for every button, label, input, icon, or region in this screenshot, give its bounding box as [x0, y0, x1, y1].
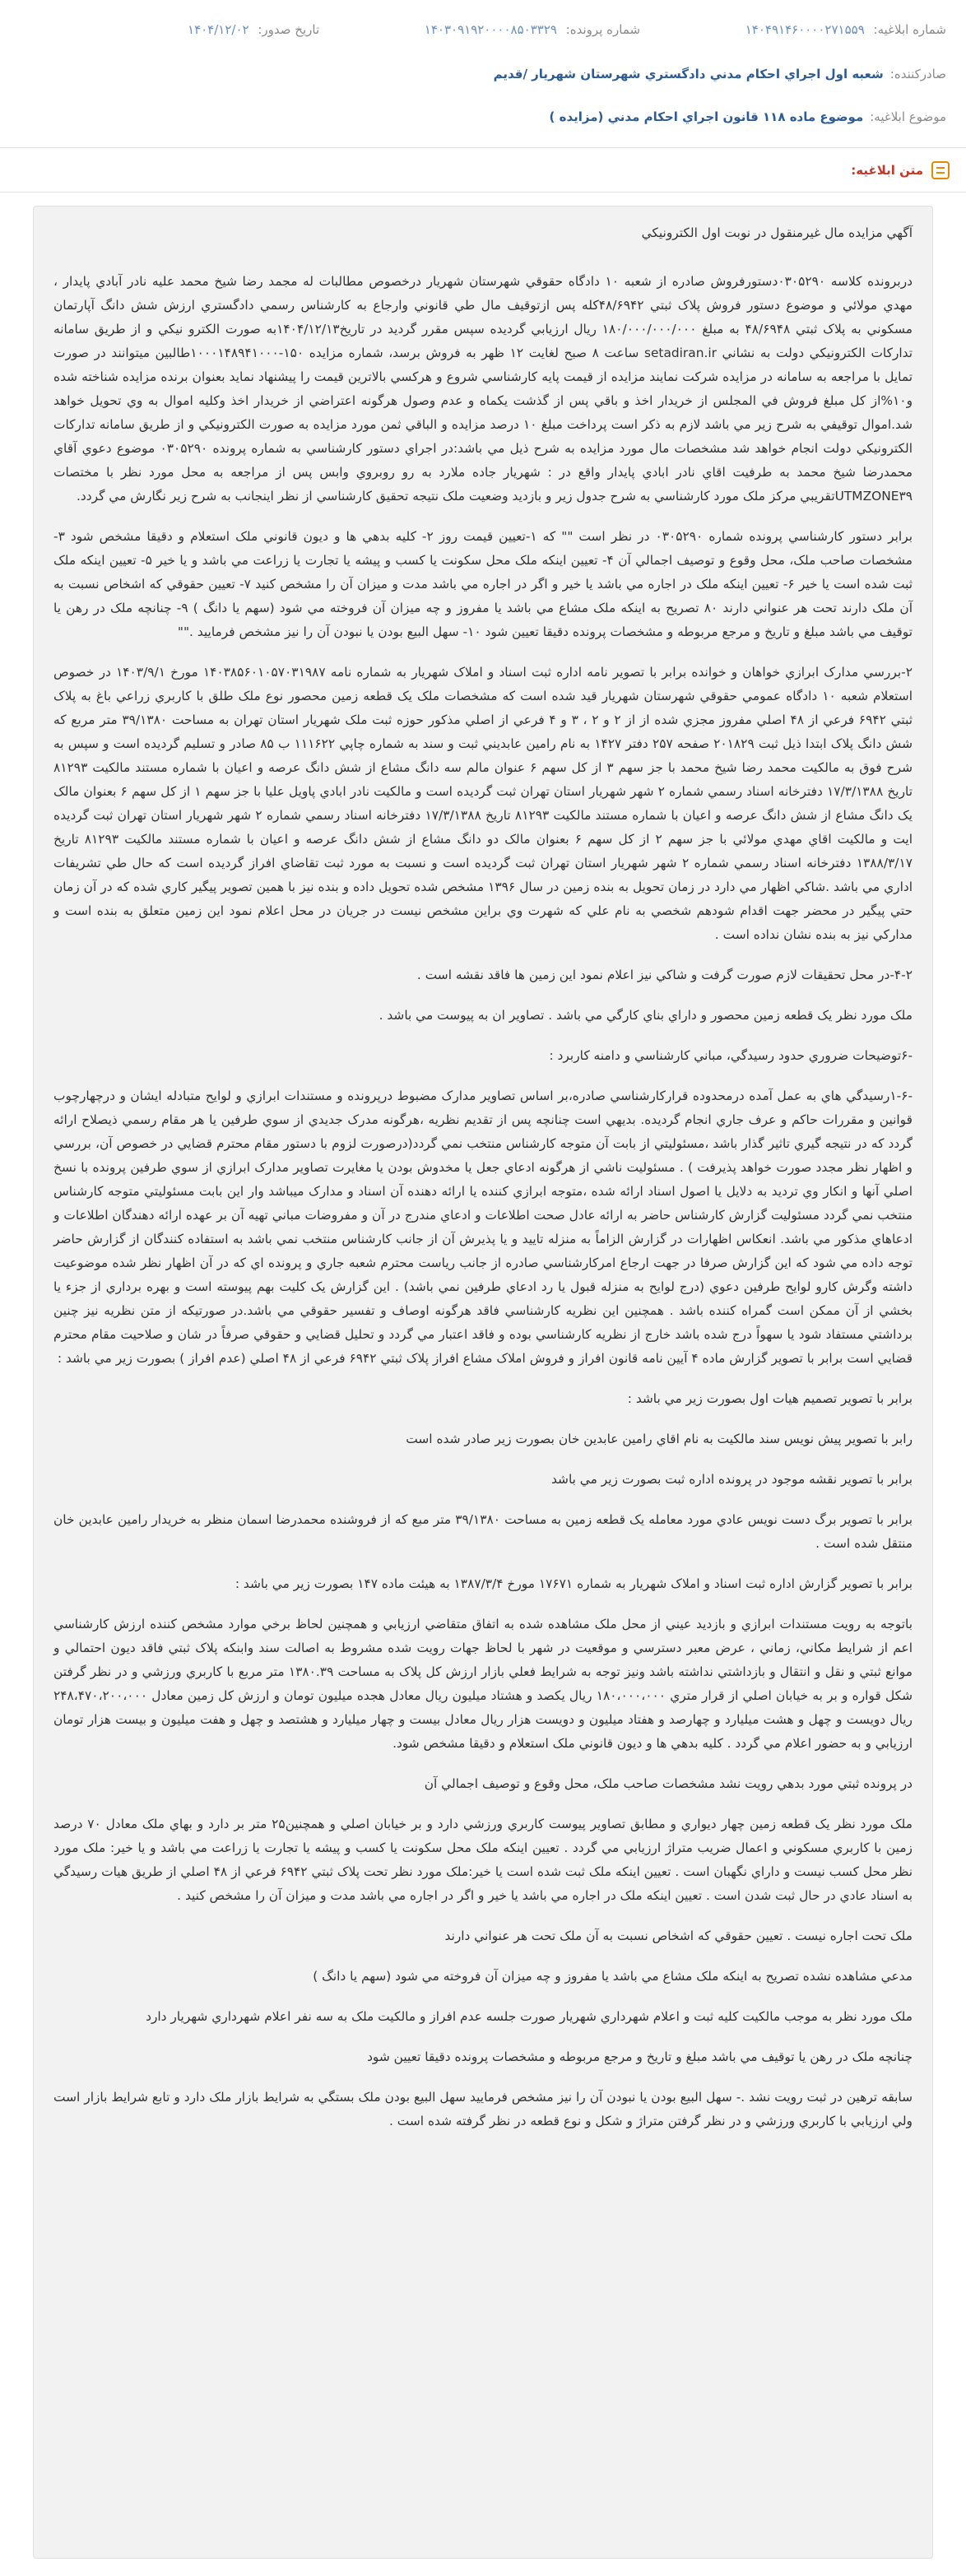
- body-paragraph: مدعي مشاهده نشده تصريح به اينکه ملک مشاع مي باشد يا مفروز و چه ميزان آن فروخته مي شود (سهم يا دانگ ): [313, 1969, 913, 1984]
- body-paragraph: -۱-۶رسيدگي هاي به عمل آمده درمحدوده قرارکارشناسي صادره،بر اساس تصاوير مدارک مضبوط درپرونده و مستندات ابرازي و لوايح متبادله ايشان و درچهارچوب قوانين و مقررات حاکم و عرف جاري انجام گرديده. بديهي است چنانچه پس از تقديم نظريه ،هرگونه مدرک جديدي از سوي طرفين يا هر مقام رسمي ذيصلاح ارائه گردد که در نتيجه گيري تاثير گذار باشد ،مسئوليتي از بابت آن متوجه کارشناس منتخب نمي گردد(درصورت لزوم با دستور مقام محترم قضايي در خصوص آن، بررسي و اظهار نظر مجدد صورت خواهد پذيرفت ) . مسئوليت ناشي از هرگونه ادعاي جعل يا مخدوش بودن يا مغايرت تصاوير مدارک ابرازي از سوي طرفين پرونده با نسخ اصلي آنها و انکار وي ترديد به دلايل يا اصول اسناد ارائه شده ،متوجه ابرازي کننده يا ارائه دهنده آن اسناد و مدارک ميباشد وار اين بابت مسئوليتي متوجه کارشناس منتخب نمي گردد مسئوليت گزارش کارشناس حاضر به ارائه عادل صحت اطلاعات و ادعاي مندرج در آن و مفروضات مباني تهيه آن بر عهده ارائه دهندگان اطلاعات و ادعاهاي مذکور مي باشد. انعکاس اظهارات در گزارش الزاماً به منزله تاييد و يا پذيرش آن از جانب کارشناس منتخب نمي باشد به استفاده کنندگان از گزارش حاضر توجه داده مي شود که اين گزارش صرفا در جهت ارجاع امرکارشناسي صادره از جانب رياست محترم شعبه جاري و پرونده اي که در آن اظهار نظر شده موضوعيت داشته وگرش کارو لوايح طرفين دعوي (درج لوايح به منزله قبول يا رد ادعاي طرفين نمي باشد) . اين گزارش يک کليت بهم پيوسته است و بهره برداري از جزء يا بخشي از آن ممکن است گمراه کننده باشد . همچنين اين نظريه کارشناسي فاقد هرگونه اوصاف و تفسير حقوقي مي باشد.در صورتيکه از متن نظريه نيز چنين برداشتي مستفاد شود يا سهواً درج شده باشد خارج از نظريه کارشناسي بوده و فاقد اعتبار مي گردد و تحليل قضايي و حقوقي صرفاً در شان و صلاحيت مقام محترم قضايي است برابر با تصوير گزارش ماده ۴ آيين نامه قانون افراز و فروش املاک مشاع افراز پلاک ثبتي ۶۹۴۲ فرعي از ۴۸ اصلي (عدم افراز ) بصورت زير مي باشد :: [53, 1088, 913, 1366]
- body-paragraph: ۲-بررسي مدارک ابرازي خواهان و خوانده برابر با تصوير نامه اداره ثبت اسناد و املاک شهريار به شماره نامه ۱۴۰۳۸۵۶۰۱۰۵۷۰۳۱۹۸۷ مورخ ۱۴۰۳/۹/۱ در خصوص استعلام شعبه ۱۰ دادگاه عمومي حقوقي شهرستان شهريار قيد شده است که مشخصات ملک يک قطعه زمين محصور نوع ملک طلق با کاربري زراعي باغ به پلاک ثبتي ۶۹۴۲ فرعي از ۴۸ اصلي مفروز مجزي شده از از ۲ و ۲ ، ۳ و ۴ فرعي از اصلي مذکور حوزه ثبت ملک شهريار استان تهران به مساحت ۳۹/۱۳۸۰ متر مربع که شش دانگ پلاک ابتدا ذيل ثبت ۲۰۱۸۲۹ صفحه ۲۵۷ دفتر ۱۴۲۷ به نام رامين عابديني ثبت و سند به شماره چاپي ۱۱۱۶۲۲ ب ۸۵ صادر و تسليم گرديده است و سپس به شرح فوق به مالکيت محمد رضا شيخ محمد با جز سهم ۳ از کل سهم ۶ عنوان مالم سه دانگ مشاع از شش دانگ عرصه و اعيان با شماره مستند مالکيت ۸۱۲۹۳ تاريخ ۱۷/۳/۱۳۸۸ دفترخانه اسناد رسمي شماره ۲ شهر شهريار استان تهران ثبت گرديده است و مالکيت نادر ابادي پاويل عليا با جز سهم ۱ از کل سهم ۶ بعنوان مالک يک دانگ مشاع از شش دانگ عرصه و اعيان با شماره مستند مالکيت ۸۱۲۹۳ تاريخ ۱۷/۳/۱۳۸۸ دفترخانه اسناد رسمي شماره ۲ شهر شهريار استان تهران ثبت گرديده ايت و مالکيت اقاي مهدي مولائي با جز سهم ۲ از کل سهم ۶ بعنوان مالک دو دانگ مشاع از شش دانگ عرصه و اعيان با شماره مستند مالکيت ۸۱۲۹۳ تاريخ ۱۳۸۸/۳/۱۷ دفترخانه اسناد رسمي شماره ۲ شهر شهريار استان تهران ثبت گرديده است و نسبت به مورد ثبت تقاضاي افراز گرديده است که حال طي تشريفات اداري مي باشد .شاکي اظهار مي دارد در زمان تحويل به بنده زمين در سال ۱۳۹۶ مشخص شده تحويل داده و بنده نيز با همين تصوير پيگير کاري شده که در آن زمان حتي پيگير در محضر جهت اقدام شودهم شخصي به نام علي که شهرت وي براين مشخص نيست در جريان در محل اعلام نمود اين زمين متعلق به بنده است و مدارکي نيز به بنده نشان نداده است .: [53, 665, 913, 942]
- body-paragraph: برابر با تصوير تصميم هيات اول بصورت زير مي باشد :: [627, 1391, 913, 1406]
- subject-value: موضوع ماده ۱۱۸ قانون اجراي احکام مدني (مزايده ): [549, 109, 864, 124]
- body-paragraph: برابر دستور کارشناسي پرونده شماره ۰۳۰۵۲۹۰ در نظر است "" که ۱-تعيين قيمت روز ۲- کليه بدهي ها و ديون قانوني ملک استعلام و دقيقا مشخص شود ۳- مشخصات صاحب ملک، محل وقوع و توصيف اجمالي آن ۴- تعيين اينکه ملک محل سکونت يا کسب و پيشه يا تجارت يا زراعت مي باشد و يا خير ۵- تعيين اينکه ملک ثبت شده است يا خير ۶- تعيين اينکه ملک در اجاره مي باشد يا خير و اگر در اجاره مي باشد مدت و ميزان آن را مشخص کنيد ۷- تعيين حقوقي که اشخاص نسبت به آن ملک دارند تحت هر عنواني دارند ۸۰ تصريح به اينکه ملک مشاع مي باشد يا مفروز و چه ميزان آن فروخته مي شود (سهم يا دانگ ) ۹- چنانچه ملک در رهن يا توقيف مي باشد مبلغ و تاريخ و مرجع مربوطه و مشخصات پرونده دقيقا تعيين شود ۱۰- سهل البيع بودن يا نبودن آن را نيز مشخص فرماييد ."": [53, 529, 913, 639]
- issue-date: [188, 22, 319, 37]
- body-paragraph: در پرونده ثبتي مورد بدهي رويت نشد مشخصات صاحب ملک، محل وقوع و توصيف اجمالي آن: [424, 1776, 913, 1791]
- case-number-value: ۱۴۰۳۰۹۱۹۲۰۰۰۰۸۵۰۳۳۲۹: [424, 22, 557, 37]
- body-paragraph: برابر با تصوير نقشه موجود در پرونده اداره ثبت بصورت زير مي باشد: [550, 1472, 913, 1487]
- body-paragraph: ملک مورد نظر يک قطعه زمين چهار ديواري و مطابق تصاوير پيوست کاربري ورزشي دارد و بر خيابان اصلي و همچنين۲۵ متر بر دارد و بهاي ملک معادل ۷۰ درصد زمين با کاربري مسکوني و اعمال ضريب متراژ ارزيابي مي گردد . تعيين اينکه ملک محل سکونت يا کسب و پيشه يا تجارت يا زراعت مي باشد و يا خير: ملک مورد نظر محل کسب نيست و داراي نگهبان است . تعيين اينکه ملک ثبت شده است يا خير:ملک مورد نظر تحت پلاک ثبتي ۶۹۴۲ فرعي از ۴۸ اصلي از طريق هيات رسيدگي به اسناد عادي در حال ثبت شدن است . تعيين اينکه ملک در اجاره مي باشد يا خير و اگر در اجاره مي باشد مدت و ميزان آن را مشخص کنيد .: [53, 1817, 913, 1903]
- issue-date-value: ۱۴۰۴/۱۲/۰۲: [188, 22, 249, 37]
- body-paragraph: برابر با تصوير برگ دست نويس عادي مورد معامله يک قطعه زمين به مساحت ۳۹/۱۳۸۰ متر مبع که از فروشنده محمدرضا اسمان منظر به خريدار رامين عابدين خان منتقل شده است .: [53, 1512, 913, 1551]
- notice-body: [33, 206, 933, 2559]
- notice-number-value: ۱۴۰۴۹۱۴۶۰۰۰۰۲۷۱۵۵۹: [745, 22, 865, 37]
- body-paragraph: رابر با تصوير پيش نويس سند مالکيت به نام اقاي رامين عابدين خان بصورت زير صادر شده است: [406, 1432, 913, 1446]
- case-number-label: شماره پرونده:: [565, 22, 641, 37]
- body-paragraph: ۴-۲-در محل تحقيقات لازم صورت گرفت و شاکي نيز اعلام نمود اين زمين ها فاقد نقشه است .: [416, 968, 913, 982]
- body-paragraph: دربرونده کلاسه ۰۳۰۵۲۹۰دستورفروش صادره از شعبه ۱۰ دادگاه حقوقي شهرستان شهريار درخصوص مطالبات له مجمد رضا شيخ محمد عليه نادر آبادي پايدار ، مهدي مولائي و موضوع دستور فروش پلاک ثبتي ۴۸/۶۹۴۲کله پس ازتوقيف مال طي قانوني وارجاع به کارشناس رسمي دادگستري ارزش شش دانگ آپارتمان مسکوني به پلاک ثبتي ۴۸/۶۹۴۸ به مبلغ ۱۸۰/۰۰۰/۰۰۰/۰۰۰ ريال ارزيابي گرديده سپس مقرر گرديد در تاريخ۱۴۰۴/۱۲/۱۳به صورت الکترو نيکي و از طريق سامانه تدارکات الکترونيکي دولت به نشاني setadiran.ir ساعت ۸ صبح لغايت ۱۲ ظهر به فروش برسد، شماره مزايده ۱۵۰-۱۰۰۰۱۴۸۹۴۱۰۰۰طالبين ميتوانند در صورت تمايل با مراجعه به سامانه در مزايده شرکت نمايند مزايده از قيمت پايه کارشناسي شروع و هرکسي بالاترين قيمت را پيشنهاد نمايد بعنوان برنده مزايده شناخته شده و۱۰%از کل مبلغ فروش في المجلس از خريدار اخذ و باقي پس از گذشت يکماه و عدم وصول هرگونه اعتراضي از خريدار اخذ وکليه اموال به وي تحويل خواهد شد.اموال توقيفي به شرح زير مي باشد لازم به ذکر است پرداخت مبلغ ۱۰ درصد مزايده و الباقي ثمن مورد مزايده به صورت الکترونيکي و از طريق سامانه تدارکات الکترونيکي دولت انجام خواهد شد مشخصات مال مورد مزايده به شرح ذيل مي باشد:در اجراي دستور کارشناسي به شماره پرونده ۰۳۰۵۲۹۰ موضوع دعوي آقاي محمدرضا شيخ محمد به طرفيت اقاي نادر ابادي پايدار واقع در : شهريار جاده ملارد به رو روبروي وابس پس از مراجعه به محل مورد نظر با مختصات UTMZONE۳۹تقريبي مرکز ملک مورد کارشناسي به شرح جدول زير و بازديد وضعيت ملک نتيجه تحقيق کارشناسي از نظر اينجانب به شرح زير نگارش مي گردد.: [53, 274, 913, 504]
- body-paragraph: ملک مورد نظر به موجب مالکيت کليه ثبت و اعلام شهرداري شهريار صورت جلسه عدم افراز و مالکيت ملک به سه نفر اعلام شهرداري شهريار دارد: [146, 2009, 913, 2024]
- body-paragraph: -۶توضيحات ضروري حدود رسيدگي، مباني کارشناسي و دامنه کاربرد :: [549, 1048, 913, 1063]
- meta-row: [15, 7, 951, 53]
- body-paragraph: برابر با تصوير گزارش اداره ثبت اسناد و املاک شهريار به شماره ۱۷۶۷۱ مورخ ۱۳۸۷/۳/۴ به هيئت ماده ۱۴۷ بصورت زير مي باشد :: [235, 1576, 913, 1591]
- body-paragraph: سابقه ترهين در ثبت رويت نشد .- سهل البيع بودن يا نبودن آن را نيز مشخص فرماييد سهل البيع بودن ملک بستگي به شرايط بازار ملک دارد و تابع شرايط بازار است ولي ارزيابي با کاربري ورزشي و در نظر گرفتن متراژ و شکل و نوع قطعه در نظر گرفته شده است .: [53, 2090, 913, 2128]
- case-number: [425, 22, 640, 37]
- section-header: [0, 148, 966, 193]
- body-paragraph: باتوجه به رويت مستندات ابرازي و بازديد عيني از محل ملک مشاهده شده به اتفاق متقاضي ارزيابي و همچنين لحاظ برخي موارد مشخص کننده ارزش کارشناسي اعم از شرايط مکاني، زماني ، عرض معبر دسترسي و موقعيت در شهر با لحاظ جهات رويت شده مشروط به اصالت سند وابنکه پلاک ثبتي فاقد ديون احتمالي و موانع ثبتي و نقل و انتقال و بازداشتي نداشته باشد ونيز توجه به شرايط فعلي بازار ارزش کل پلاک به مساحت ۱۳۸۰.۳۹ متر مربع با کاربري ورزشي و در نظر گرفتن شکل قواره و بر به خيابان اصلي از قرار متري ۱۸۰،۰۰۰،۰۰۰ ريال يکصد و هشتاد ميليون ريال معادل هجده ميليون تومان و ارزش کل زمين معادل ۲۴۸،۴۷۰،۲۰۰،۰۰۰ ريال دويست و چهل و هشت ميليارد و چهارصد و هفتاد ميليون و دويست هزار ريال معادل بيست و چهار ميليارد و هشتصد و چهل و هفت ميليون و بيست هزار تومان ارزيابي و به حضور اعلام مي گردد . کليه بدهي ها و ديون قانوني ملک استعلام و دقيقا مشخص شود.: [53, 1617, 913, 1751]
- issuer-row: [15, 53, 951, 95]
- body-paragraph: چنانچه ملک در رهن يا توقيف مي باشد مبلغ و تاريخ و مرجع مربوطه و مشخصات پرونده دقيقا تعيين شود: [367, 2049, 913, 2064]
- notice-number: [745, 22, 946, 37]
- body-title: آگهي مزايده مال غيرمنقول در نوبت اول الکترونيکي: [641, 225, 913, 240]
- notice-header: [0, 0, 966, 148]
- section-title: متن ابلاغیه:: [851, 162, 923, 178]
- issuer-label: صادرکننده:: [889, 67, 946, 81]
- document-icon: [931, 161, 950, 179]
- subject-row: [15, 95, 951, 138]
- body-paragraph: ملک تحت اجاره نيست . تعيين حقوقي که اشخاص نسبت به آن ملک تحت هر عنواني دارند: [444, 1929, 913, 1943]
- issue-date-label: تاریخ صدور:: [258, 22, 320, 37]
- issuer-value: شعبه اول اجراي احکام مدني دادگستري شهرستان شهريار /قديم: [493, 67, 884, 81]
- notice-number-label: شماره ابلاغیه:: [873, 22, 946, 37]
- subject-label: موضوع ابلاغیه:: [870, 109, 946, 124]
- body-paragraph: ملک مورد نظر يک قطعه زمين محصور و داراي بناي کارگي مي باشد . تصاوير ان به پيوست مي باشد .: [379, 1008, 913, 1023]
